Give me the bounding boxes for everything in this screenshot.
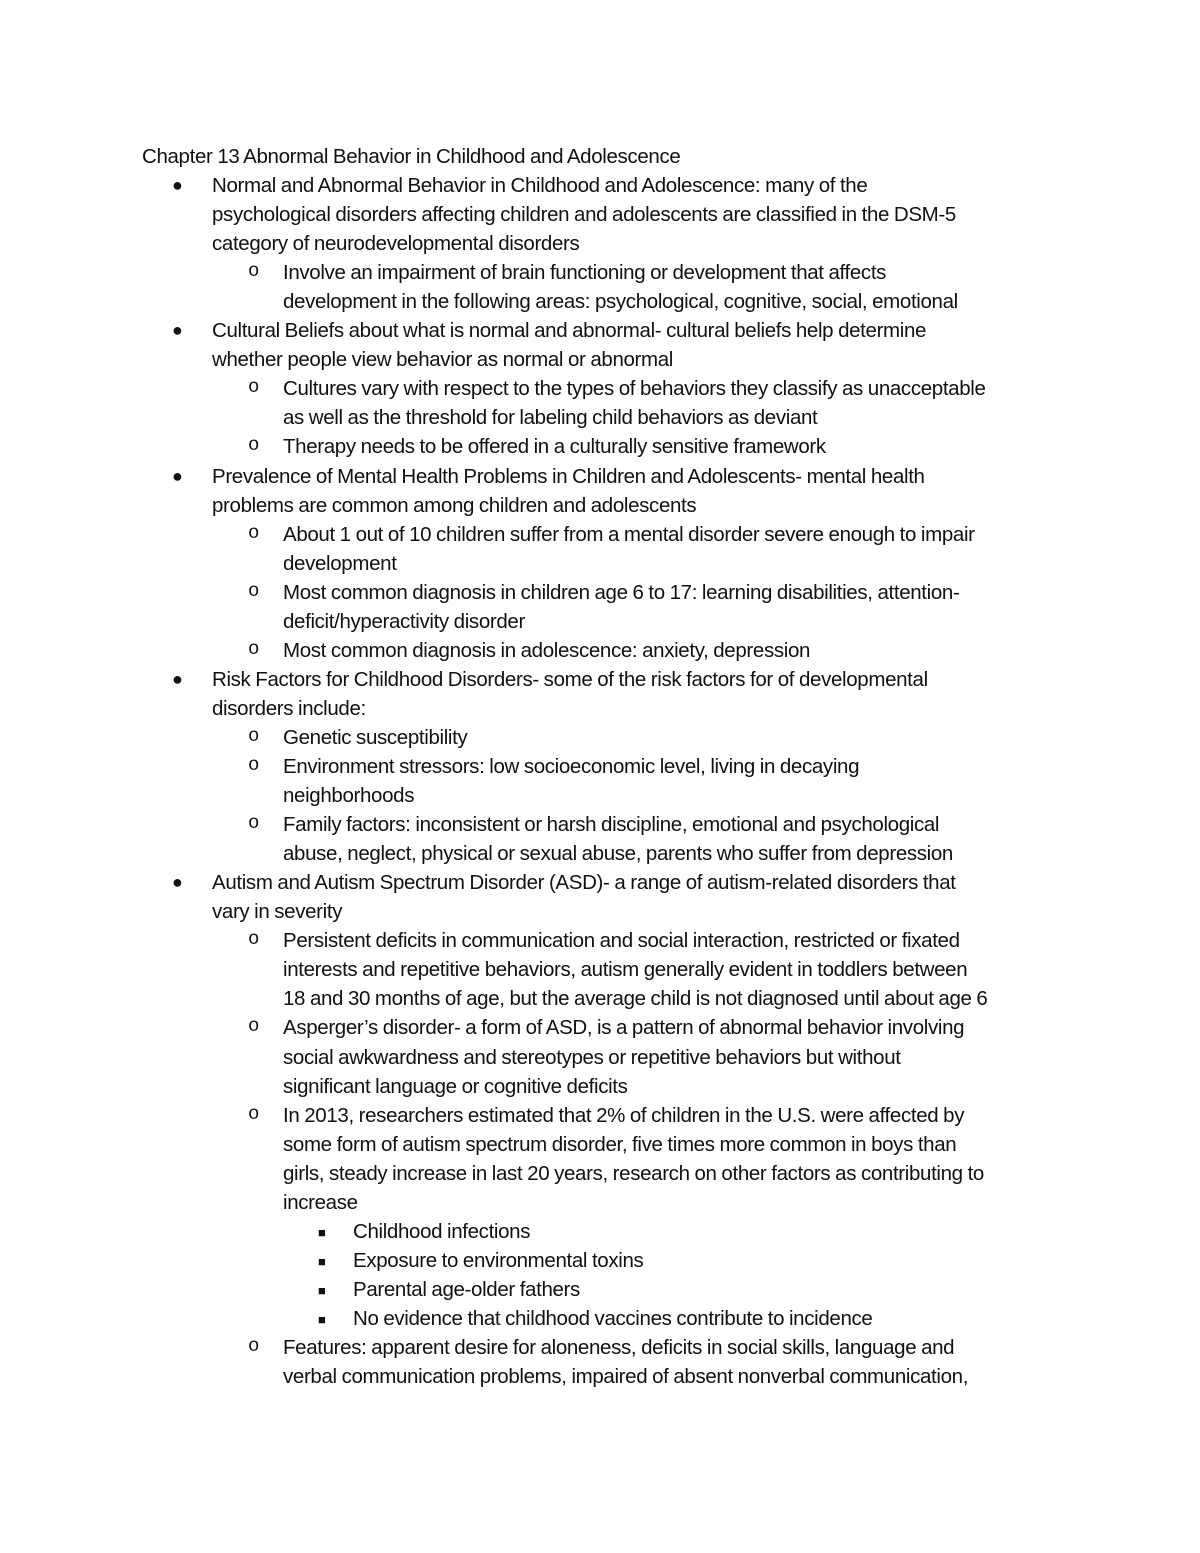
outline-line-level-2: deficit/hyperactivity disorder [283,609,525,633]
outline-line-level-1: disorders include: [212,696,366,720]
outline-line-level-1: category of neurodevelopmental disorders [212,232,580,256]
outline-line-level-2: Family factors: inconsistent or harsh discipline, emotional and psychological [283,813,940,837]
outline-line-level-2: increase [283,1190,358,1214]
bullet-disc-icon: ● [172,668,183,689]
outline-line-level-2: interests and repetitive behaviors, autism generally evident in toddlers between [283,958,968,982]
outline-line-level-1: Autism and Autism Spectrum Disorder (ASD)- a range of autism-related disorders that [212,871,956,895]
outline-line-level-3: Childhood infections [353,1219,531,1243]
outline-line-level-2: social awkwardness and stereotypes or repetitive behaviors but without [283,1045,901,1069]
outline-line-level-2: some form of autism spectrum disorder, five times more common in boys than [283,1132,957,1156]
outline-line-level-1: Normal and Abnormal Behavior in Childhood and Adolescence: many of the [212,174,868,197]
outline-line-level-2: Most common diagnosis in adolescence: anxiety, depression [283,638,811,662]
outline-line-level-2: Features: apparent desire for aloneness, deficits in social skills, language and [283,1336,955,1359]
outline-line-level-1: vary in severity [212,900,343,924]
outline-line-level-2: Involve an impairment of brain functioning or development that affects [283,261,887,285]
bullet-disc-icon: ● [172,872,183,893]
bullet-circle-icon: o [248,812,260,835]
outline-line-level-2: development [283,551,397,575]
outline-line-level-2: Cultures vary with respect to the types of behaviors they classify as unacceptable [283,377,986,401]
outline-line-level-1: Prevalence of Mental Health Problems in Children and Adolescents- mental health [212,464,925,488]
outline-line-level-2: development in the following areas: psychological, cognitive, social, emotional [283,290,958,314]
outline-line-level-2: verbal communication problems, impaired of absent nonverbal communication, [283,1365,969,1389]
bullet-square-icon: ■ [318,1224,326,1240]
bullet-disc-icon: ● [172,465,183,486]
bullet-circle-icon: o [248,1335,260,1357]
outline-line-level-2: Asperger’s disorder- a form of ASD, is a pattern of abnormal behavior involving [283,1016,965,1040]
outline-line-level-2: as well as the threshold for labeling child behaviors as deviant [283,406,818,430]
outline-line-level-2: In 2013, researchers estimated that 2% of children in the U.S. were affected by [283,1103,965,1127]
outline-line-level-1: whether people view behavior as normal or abnormal [212,348,674,372]
bullet-circle-icon: o [248,754,260,776]
outline-line-level-2: Genetic susceptibility [283,725,468,749]
outline-line-level-2: 18 and 30 months of age, but the average child is not diagnosed until about age 6 [283,987,988,1011]
outline-line-level-2: neighborhoods [283,784,415,808]
bullet-square-icon: ■ [318,1311,326,1327]
outline-line-level-1: problems are common among children and adolescents [212,493,697,517]
bullet-circle-icon: o [248,579,260,602]
outline-line-level-1: Cultural Beliefs about what is normal and abnormal- cultural beliefs help determine [212,319,927,343]
outline-line-level-2: girls, steady increase in last 20 years, research on other factors as contributing to [283,1161,984,1185]
outline-line-level-2: abuse, neglect, physical or sexual abuse, parents who suffer from depression [283,842,953,866]
outline-line-level-1: psychological disorders affecting children and adolescents are classified in the DSM-5 [212,203,956,227]
bullet-disc-icon: ● [172,320,183,341]
bullet-circle-icon: o [248,521,260,544]
outline-line-level-2: Therapy needs to be offered in a culturally sensitive framework [283,435,826,459]
outline-line-level-1: Risk Factors for Childhood Disorders- some of the risk factors for of developmental [212,667,928,691]
bullet-disc-icon: ● [172,175,183,195]
bullet-circle-icon: o [248,1102,260,1125]
outline-line-level-2: About 1 out of 10 children suffer from a mental disorder severe enough to impair [283,522,975,546]
bullet-circle-icon: o [248,376,260,399]
bullet-square-icon: ■ [318,1253,326,1269]
outline-line-level-2: Environment stressors: low socioeconomic level, living in decaying [283,755,860,778]
outline-line-level-3: No evidence that childhood vaccines contribute to incidence [353,1306,873,1330]
bullet-circle-icon: o [248,724,260,747]
page-title: Chapter 13 Abnormal Behavior in Childhood and Adolescence [142,145,681,168]
bullet-circle-icon: o [248,434,260,457]
bullet-circle-icon: o [248,260,260,283]
outline-line-level-3: Exposure to environmental toxins [353,1248,644,1272]
bullet-circle-icon: o [248,637,260,660]
bullet-square-icon: ■ [318,1282,326,1298]
outline-line-level-2: Persistent deficits in communication and social interaction, restricted or fixated [283,929,960,953]
outline-line-level-3: Parental age-older fathers [353,1277,580,1301]
bullet-circle-icon: o [248,1015,260,1038]
outline-line-level-2: Most common diagnosis in children age 6 to 17: learning disabilities, attention- [283,580,960,604]
outline-line-level-2: significant language or cognitive deficits [283,1074,628,1098]
bullet-circle-icon: o [248,928,260,951]
